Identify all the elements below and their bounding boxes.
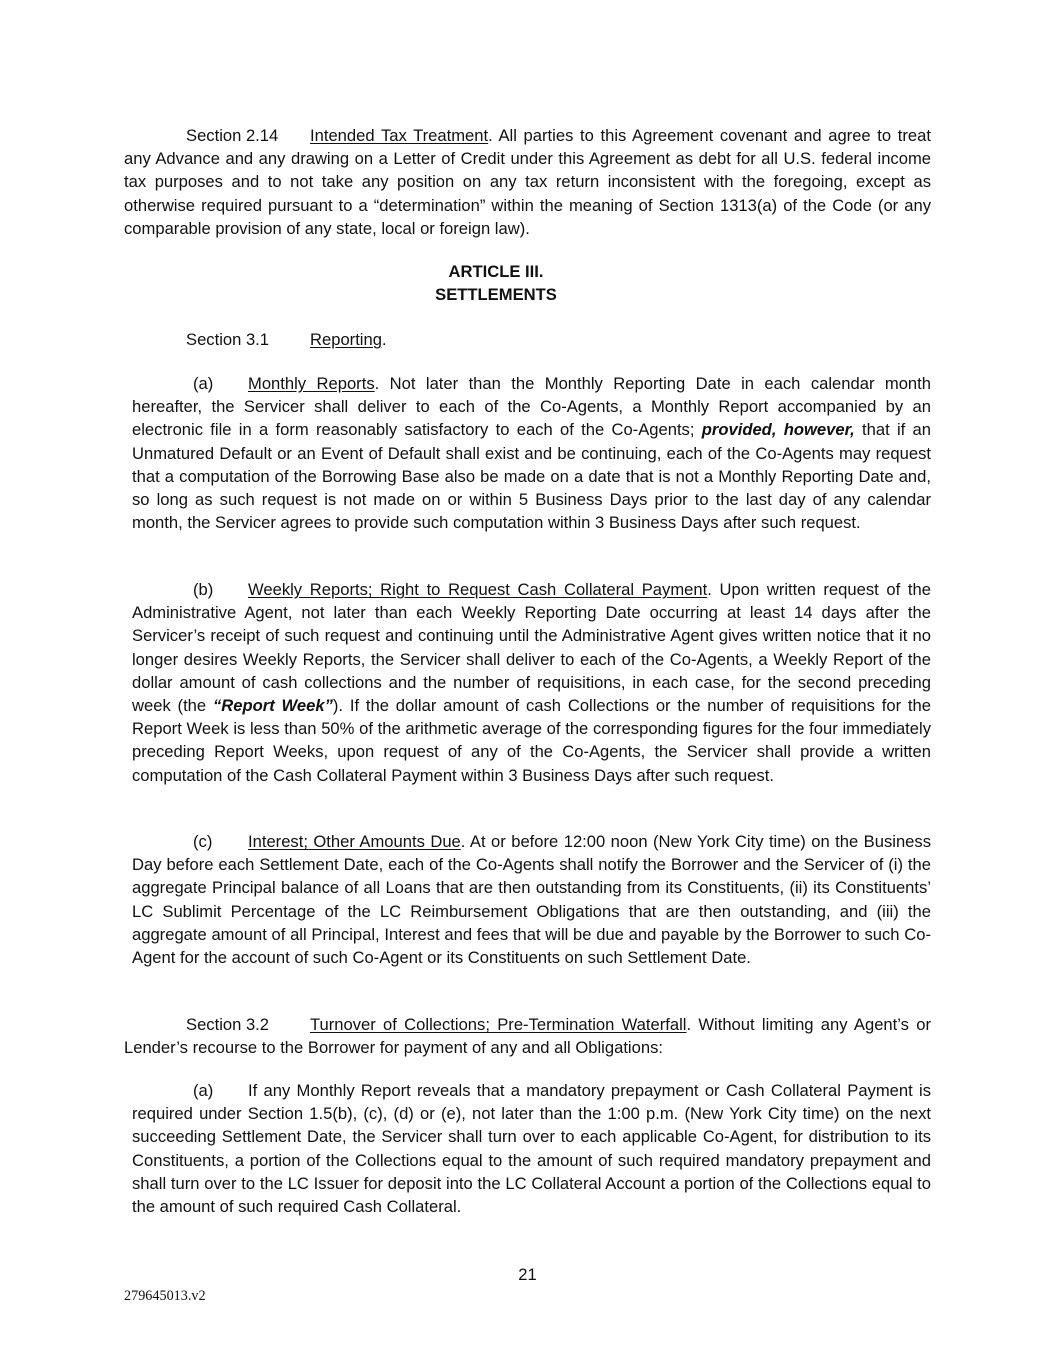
clause-body-part1: . Upon written request of the Administrative Agent, not later than each Weekly Reporting Date occurring at least 14 days after the Servicer’s receipt of such request and continuing until the Administrative Agent gives written notice that it no longer desires Weekly Reports, the Servicer shall deliver to each of the Co-Agents, a Weekly Report of the dollar amount of cash collections and the number of requisitions, in each case, for the second preceding week (the	[132, 580, 931, 716]
clause-3-1-c	[132, 830, 931, 969]
clause-body-part2: ). If the dollar amount of cash Collections or the number of requisitions for the Report Week is less than 50% of the arithmetic average of the corresponding figures for the four immediately preceding Report Weeks, upon request of any of the Co-Agents, the Servicer shall provide a written computation of the Cash Collateral Payment within 3 Business Days after such request.	[132, 696, 931, 785]
section-2-14	[124, 124, 931, 240]
section-body: . Without limiting any Agent’s or Lender’s recourse to the Borrower for payment of any and all Obligations:	[124, 1015, 931, 1058]
article-number: ARTICLE III.	[448, 262, 544, 281]
clause-body-part1: . Not later than the Monthly Reporting Date in each calendar month hereafter, the Servicer shall deliver to each of the Co-Agents, a Monthly Report accompanied by an electronic file in a form reasonably satisfactory to each of the Co-Agents;	[132, 374, 931, 440]
clause-title: Monthly Reports	[248, 374, 375, 393]
section-title: Turnover of Collections; Pre-Termination Waterfall	[310, 1015, 687, 1034]
clause-label: (a)	[193, 1081, 214, 1100]
section-title-period: .	[381, 330, 387, 349]
article-title: SETTLEMENTS	[435, 285, 557, 305]
section-number: Section 3.2	[186, 1015, 270, 1034]
clause-3-1-a	[132, 372, 931, 534]
section-3-2	[124, 1013, 931, 1059]
section-title: Intended Tax Treatment	[310, 126, 489, 145]
clause-3-1-b	[132, 578, 931, 787]
proviso-emphasis: provided, however,	[701, 420, 855, 440]
section-number: Section 2.14	[186, 126, 279, 145]
section-number: Section 3.1	[186, 330, 270, 349]
clause-title: Weekly Reports; Right to Request Cash Collateral Payment	[248, 580, 708, 599]
section-3-1	[124, 328, 931, 351]
clause-3-2-a	[132, 1079, 931, 1218]
defined-term: “Report Week”	[212, 696, 333, 716]
clause-label: (b)	[193, 580, 214, 599]
section-body: . All parties to this Agreement covenant and agree to treat any Advance and any drawing on a Letter of Credit under this Agreement as debt for all U.S. federal income tax purposes and to not take any position on any tax return inconsistent with the foregoing, except as otherwise required pursuant to a “determination” within the meaning of Section 1313(a) of the Code (or any comparable provision of any state, local or foreign law).	[124, 126, 931, 238]
article-heading	[124, 260, 868, 306]
clause-label: (c)	[193, 832, 213, 851]
page-number: 21	[518, 1265, 537, 1284]
clause-body: . At or before 12:00 noon (New York City time) on the Business Day before each Settlement Date, each of the Co-Agents shall notify the Borrower and the Servicer of (i) the aggregate Principal balance of all Loans that are then outstanding from its Constituents, (ii) its Constituents’ LC Sublimit Percentage of the LC Reimbursement Obligations that are then outstanding, and (iii) the aggregate amount of all Principal, Interest and fees that will be due and payable by the Borrower to such Co-Agent for the account of such Co-Agent or its Constituents on such Settlement Date.	[132, 832, 931, 968]
section-title: Reporting	[310, 330, 382, 349]
clause-body: If any Monthly Report reveals that a mandatory prepayment or Cash Collateral Payment is required under Section 1.5(b), (c), (d) or (e), not later than the 1:00 p.m. (New York City time) on the next succeeding Settlement Date, the Servicer shall turn over to each applicable Co-Agent, for distribution to its Constituents, a portion of the Collections equal to the amount of such required mandatory prepayment and shall turn over to the LC Issuer for deposit into the LC Collateral Account a portion of the Collections equal to the amount of such required Cash Collateral.	[132, 1081, 931, 1217]
clause-title: Interest; Other Amounts Due	[248, 832, 461, 851]
clause-body-part2: that if an Unmatured Default or an Event of Default shall exist and be continuing, each of the Co-Agents may request that a computation of the Borrowing Base also be made on a date that is not a Monthly Reporting Date and, so long as such request is not made on or within 5 Business Days prior to the last day of any calendar month, the Servicer agrees to provide such computation within 3 Business Days after such request.	[132, 420, 932, 533]
document-id: 279645013.v2	[124, 1288, 206, 1304]
clause-label: (a)	[193, 374, 214, 393]
